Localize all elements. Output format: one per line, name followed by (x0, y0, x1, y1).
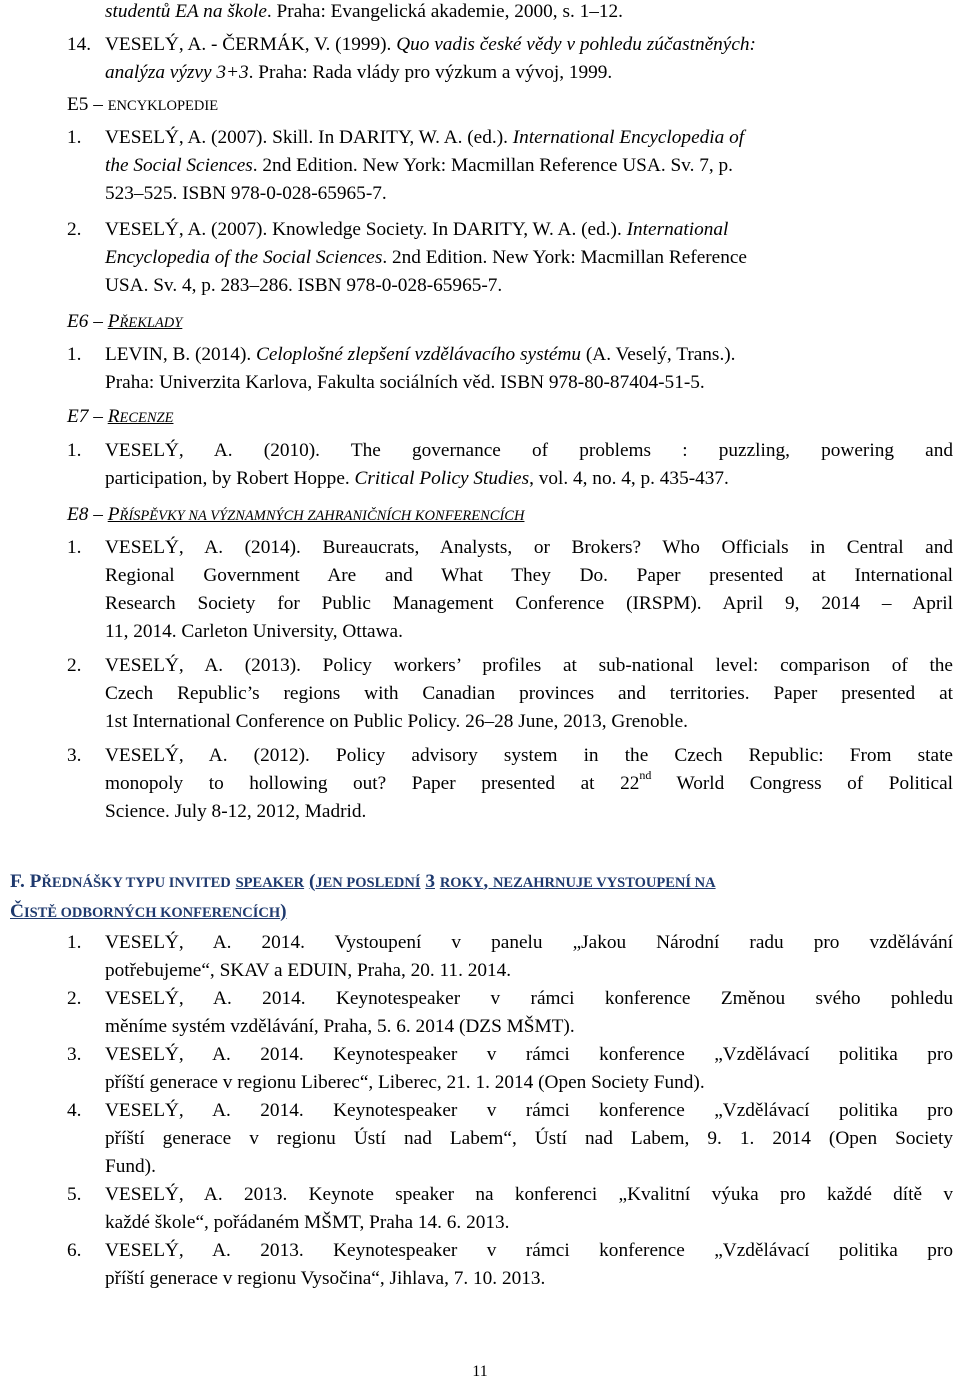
reference-line: Encyclopedia of the Social Sciences. 2nd Edition. New York: Macmillan Reference (105, 247, 747, 268)
reference-line: USA. Sv. 4, p. 283–286. ISBN 978-0-028-65965-7. (105, 275, 503, 296)
reference-line: VESELÝ, A. 2014. Vystoupení v panelu „Jakou Národní radu pro vzdělávání (105, 932, 953, 953)
reference-line: měníme systém vzdělávání, Praha, 5. 6. 2014 (DZS MŠMT). (105, 1016, 575, 1037)
reference-line: VESELÝ, A. 2014. Keynotespeaker v rámci konference Změnou svého pohledu (105, 988, 953, 1009)
item-number: 6. (67, 1240, 82, 1261)
page-number: 11 (472, 1363, 488, 1380)
item-number: 1. (67, 440, 82, 461)
reference-line: VESELÝ, A. 2013. Keynotespeaker v rámci konference „Vzdělávací politika pro (105, 1240, 953, 1261)
section-heading-e7: E7 – RECENZE (67, 406, 174, 427)
item-number: 3. (67, 745, 82, 766)
reference-line: VESELÝ, A. (2010). The governance of problems : puzzling, powering and (105, 440, 953, 461)
reference-line: Science. July 8-12, 2012, Madrid. (105, 801, 367, 822)
reference-line: Regional Government Are and What They Do. Paper presented at International (105, 565, 953, 586)
reference-line: VESELÝ, A. (2013). Policy workers’ profiles at sub-national level: comparison of the (105, 655, 953, 676)
item-number: 1. (67, 127, 82, 148)
reference-line: Research Society for Public Management Conference (IRSPM). April 9, 2014 – April (105, 593, 953, 614)
item-number: 3. (67, 1044, 82, 1065)
reference-line: LEVIN, B. (2014). Celoplošné zlepšení vzdělávacího systému (A. Veselý, Trans.). (105, 344, 736, 365)
reference-line: Praha: Univerzita Karlova, Fakulta sociálních věd. ISBN 978-80-87404-51-5. (105, 372, 705, 393)
item-number: 2. (67, 988, 82, 1009)
continuation-line: studentů EA na škole. Praha: Evangelická akademie, 2000, s. 1–12. (105, 1, 623, 22)
item-number: 1. (67, 344, 82, 365)
reference-line: Czech Republic’s regions with Canadian provinces and territories. Paper presented at (105, 683, 953, 704)
item-number: 14. (67, 34, 92, 55)
section-heading-e5: E5 – ENCYKLOPEDIE (67, 94, 219, 115)
section-heading-f-cont: ČISTĚ ODBORNÝCH KONFERENCÍCH) (10, 901, 287, 922)
reference-line: analýza výzvy 3+3. Praha: Rada vlády pro výzkum a vývoj, 1999. (105, 62, 613, 83)
item-number: 2. (67, 219, 82, 240)
reference-line: monopoly to hollowing out? Paper presented at 22nd World Congress of Political (105, 767, 953, 794)
reference-line: příští generace v regionu Vysočina“, Jihlava, 7. 10. 2013. (105, 1268, 546, 1289)
reference-line: 11, 2014. Carleton University, Ottawa. (105, 621, 403, 642)
reference-line: 523–525. ISBN 978-0-028-65965-7. (105, 183, 387, 204)
section-heading-e6: E6 – PŘEKLADY (67, 311, 183, 332)
reference-line: VESELÝ, A. (2012). Policy advisory system in the Czech Republic: From state (105, 745, 953, 766)
section-heading-f: F. PŘEDNÁŠKY TYPU INVITED SPEAKER (JEN POSLEDNÍ 3 ROKY, NEZAHRNUJE VYSTOUPENÍ NA (10, 871, 716, 892)
reference-line: participation, by Robert Hoppe. Critical Policy Studies, vol. 4, no. 4, p. 435-437. (105, 468, 729, 489)
item-number: 1. (67, 537, 82, 558)
item-number: 1. (67, 932, 82, 953)
reference-line: VESELÝ, A. - ČERMÁK, V. (1999). Quo vadis české vědy v pohledu zúčastněných: (105, 34, 756, 55)
reference-line: the Social Sciences. 2nd Edition. New York: Macmillan Reference USA. Sv. 7, p. (105, 155, 733, 176)
reference-line: VESELÝ, A. 2014. Keynotespeaker v rámci konference „Vzdělávací politika pro (105, 1044, 953, 1065)
section-heading-e8: E8 – PŘÍSPĚVKY NA VÝZNAMNÝCH ZAHRANIČNÍCH KONFERENCÍCH (67, 504, 525, 525)
item-number: 2. (67, 655, 82, 676)
reference-line: 1st International Conference on Public Policy. 26–28 June, 2013, Grenoble. (105, 711, 688, 732)
reference-line: každé škole“, pořádaném MŠMT, Praha 14. 6. 2013. (105, 1212, 510, 1233)
reference-line: potřebujeme“, SKAV a EDUIN, Praha, 20. 11. 2014. (105, 960, 512, 981)
item-number: 4. (67, 1100, 82, 1121)
item-number: 5. (67, 1184, 82, 1205)
reference-line: VESELÝ, A. 2013. Keynote speaker na konferenci „Kvalitní výuka pro každé dítě v (105, 1184, 953, 1205)
reference-line: Fund). (105, 1156, 156, 1177)
reference-line: VESELÝ, A. 2014. Keynotespeaker v rámci konference „Vzdělávací politika pro (105, 1100, 953, 1121)
reference-line: příští generace v regionu Liberec“, Liberec, 21. 1. 2014 (Open Society Fund). (105, 1072, 705, 1093)
reference-line: VESELÝ, A. (2007). Skill. In DARITY, W. A. (ed.). International Encyclopedia of (105, 127, 745, 148)
reference-line: příští generace v regionu Ústí nad Labem“, Ústí nad Labem, 9. 1. 2014 (Open Society (105, 1128, 953, 1149)
reference-line: VESELÝ, A. (2007). Knowledge Society. In DARITY, W. A. (ed.). International (105, 219, 729, 240)
reference-line: VESELÝ, A. (2014). Bureaucrats, Analysts, or Brokers? Who Officials in Central and (105, 537, 953, 558)
